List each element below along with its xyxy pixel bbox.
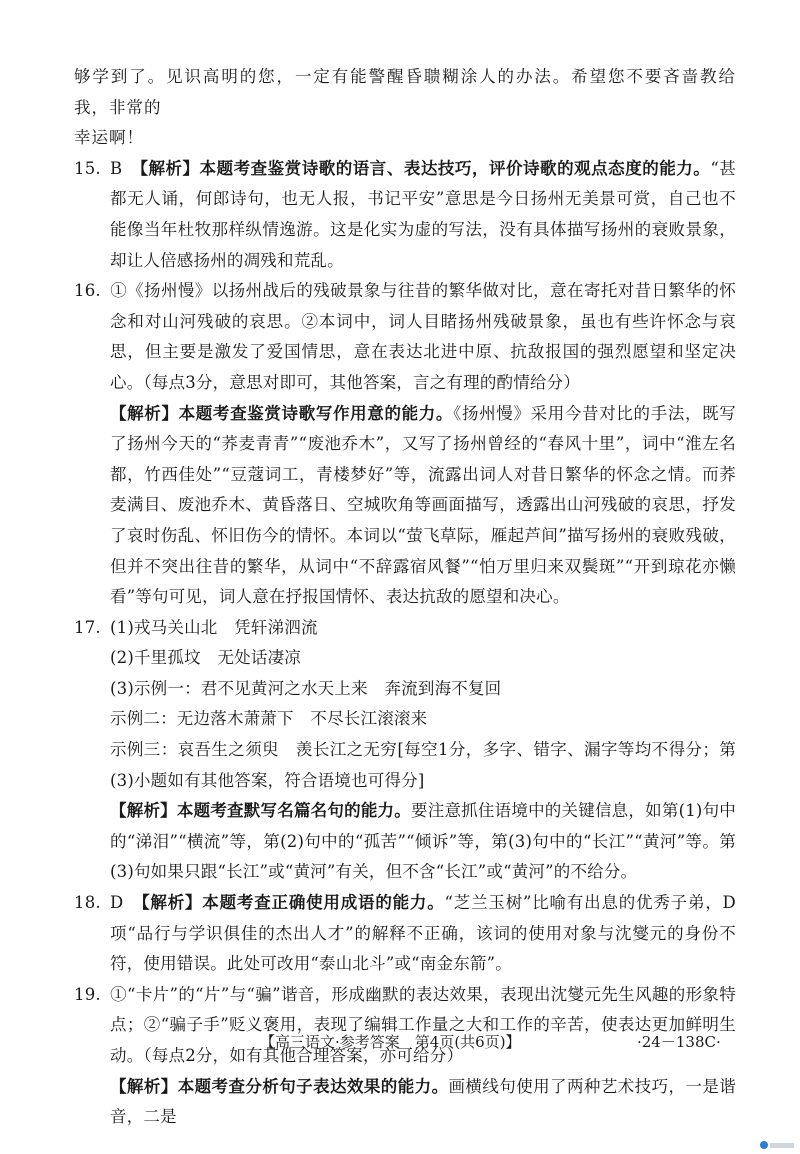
question-17-analysis-tag: 【解析】本题考查默写名篇名句的能力。 — [110, 801, 412, 821]
question-19 — [74, 980, 736, 1072]
intro-paragraph — [74, 62, 736, 154]
footer-paper-code: ·24－138C· — [637, 1033, 721, 1051]
question-15 — [74, 154, 736, 276]
watermark-dot-icon — [760, 1141, 768, 1149]
question-19-analysis-tag: 【解析】本题考查分析句子表达效果的能力。 — [110, 1076, 449, 1096]
intro-line-1: 够学到了。见识高明的您，一定有能警醒昏聩糊涂人的办法。希望您不要吝啬教给我，非常的 — [74, 67, 736, 117]
question-18-analysis-text: “芝兰玉树”比喻有出息的优秀子弟，D项“品行与学识俱佳的杰出人才”的解释不正确，该词的使用对象与沈燮元的身份不符，使用错误。此处可改用“泰山北斗”或“南金东箭”。 — [110, 893, 736, 974]
question-16-number: 16. — [74, 281, 101, 301]
question-17-item-2: (2)千里孤坟 无处话凄凉 — [110, 648, 301, 668]
question-16-analysis-text: 《扬州慢》采用今昔对比的手法，既写了扬州今天的“荞麦青青”“废池乔木”，又写了扬州曾经的“春风十里”，词中“淮左名都，竹西佳处”“豆蔻词工，青楼梦好”等，流露出词人对昔日繁华的怀念之情。而荞麦满目、废池乔木、黄昏落日、空城吹角等画面描写，透露出山河残破的哀思，抒发了哀时伤乱、怀旧伤今的情怀。本词以“萤飞草际，雁起芦间”描写扬州的衰败残破，但并不突出往昔的繁华，从词中“不辞露宿风餐”“怕万里归来双鬓斑”“开到琼花亦懒看”等句可见，词人意在抒报国情怀、表达抗敌的愿望和决心。 — [110, 403, 737, 607]
question-15-answer: B — [110, 158, 123, 178]
watermark-bar-icon — [770, 1143, 794, 1148]
question-17-analysis — [74, 796, 736, 888]
question-16-analysis — [74, 399, 736, 613]
page-content — [74, 62, 736, 1133]
question-18 — [74, 888, 736, 980]
question-18-number: 18. — [74, 893, 101, 913]
question-17-number: 17. — [74, 617, 101, 637]
intro-line-2: 幸运啊！ — [74, 128, 144, 148]
question-19-answer: ①“卡片”的“片”与“骗”谐音，形成幽默的表达效果，表现出沈燮元先生风趣的形象特点；②“骗子手”贬义褒用，表现了编辑工作量之大和工作的辛苦，使表达更加鲜明生动。（每点2分，如有其他合理答案，亦可给分） — [110, 984, 736, 1065]
question-17-example-2: 示例二：无边落木萧萧下 不尽长江滚滚来 — [110, 709, 428, 729]
question-17-item-3: (3)示例一：君不见黄河之水天上来 奔流到海不复回 — [110, 678, 502, 698]
question-17-item-1: (1)戎马关山北 凭轩涕泗流 — [110, 617, 318, 637]
question-18-answer: D — [110, 893, 124, 913]
question-15-number: 15. — [74, 158, 101, 178]
question-19-analysis-text: 画横线句使用了两种艺术技巧，一是谐音，二是 — [110, 1076, 736, 1127]
question-16-answer: ①《扬州慢》以扬州战后的残破景象与往昔的繁华做对比，意在寄托对昔日繁华的怀念和对山河残破的哀思。②本词中，词人目睹扬州残破景象，虽也有些许怀念与哀思，但主要是激发了爱国情思，意在表达北进中原、抗敌报国的强烈愿望和坚定决心。（每点3分，意思对即可，其他答案，言之有理的酌情给分） — [110, 281, 736, 392]
question-17 — [74, 613, 736, 644]
question-15-analysis-tag: 【解析】本题考查鉴赏诗歌的语言、表达技巧，评价诗歌的观点态度的能力。 — [139, 158, 711, 178]
question-15-analysis-text: “甚都无人诵，何郎诗句，也无人报，书记平安”意思是今日扬州无美景可赏，自己也不能像当年杜牧那样纵情逸游。这是化实为虚的写法，没有具体描写扬州的衰败景象，却让人倍感扬州的凋残和荒乱。 — [110, 158, 736, 270]
question-19-number: 19. — [74, 984, 101, 1004]
question-16 — [74, 276, 736, 398]
question-18-analysis-tag: 【解析】本题考查正确使用成语的能力。 — [141, 893, 445, 913]
question-16-analysis-tag: 【解析】本题考查鉴赏诗歌写作用意的能力。 — [110, 403, 454, 423]
question-17-analysis-text: 要注意抓住语境中的关键信息，如第(1)句中的“涕泪”“横流”等，第(2)句中的“孤苦”“倾诉”等，第(3)句中的“长江”“黄河”等。第(3)句如果只跟“长江”或“黄河”有关，但不含“长江”或“黄河”的不给分。 — [110, 801, 736, 882]
footer-page-info: 【高三语文·参考答案 第4页(共6页)】 — [260, 1033, 521, 1051]
question-17-example-3: 示例三：哀吾生之须臾 羡长江之无穷[每空1分，多字、错字、漏字等均不得分；第(3)小题如有其他答案，符合语境也可得分] — [110, 740, 736, 790]
question-19-analysis — [74, 1072, 736, 1133]
watermark-logo — [760, 1140, 796, 1150]
